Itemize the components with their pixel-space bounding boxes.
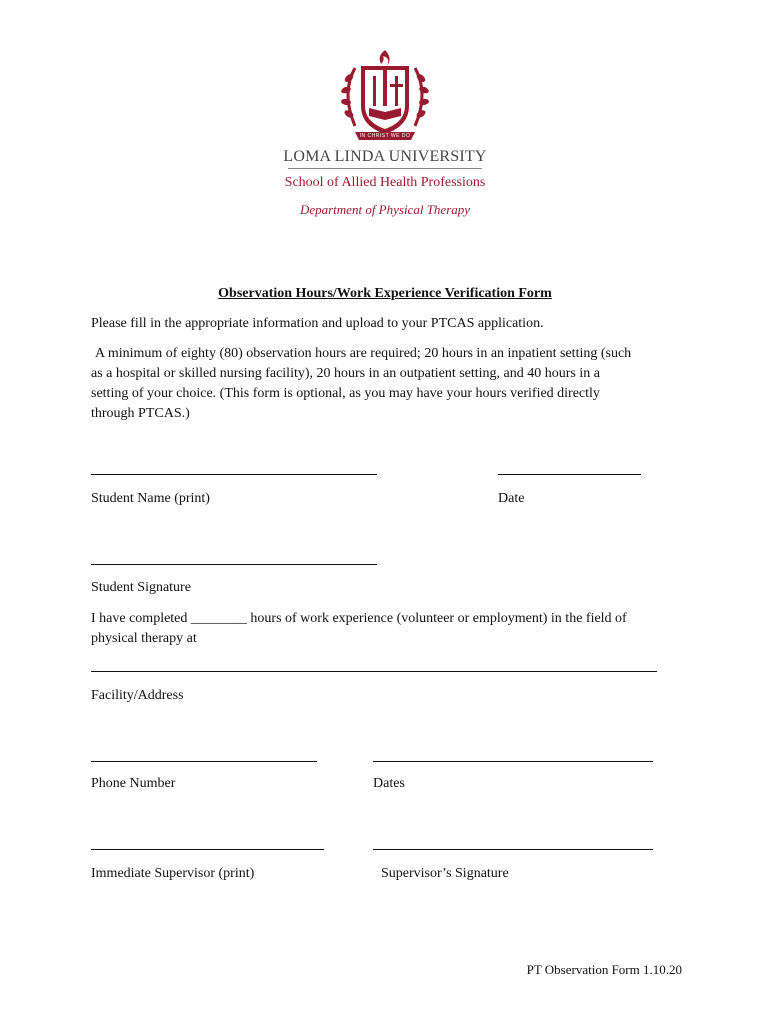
hours-statement (91, 609, 711, 649)
date-field[interactable] (498, 474, 641, 475)
supervisor-label: Immediate Supervisor (print) (91, 866, 255, 881)
form-title: Observation Hours/Work Experience Verification Form (218, 286, 552, 301)
requirement-line: A minimum of eighty (80) observation hours are required; 20 hours in an inpatient setting (such (95, 346, 632, 361)
requirement-paragraph (91, 344, 691, 424)
form-version: PT Observation Form 1.10.20 (526, 962, 682, 977)
banner-text: IN CHRIST WE DO (359, 133, 411, 139)
facility-field[interactable] (91, 671, 657, 672)
phone-label: Phone Number (91, 776, 176, 791)
supervisor-name-field[interactable] (91, 849, 324, 850)
requirement-line: setting of your choice. (This form is optional, as you may have your hours verified directly (91, 386, 600, 401)
divider (288, 168, 482, 169)
hours-statement-line: physical therapy at (91, 631, 197, 646)
student-name-field[interactable] (91, 474, 377, 475)
requirement-line: through PTCAS.) (91, 406, 190, 421)
department-name: Department of Physical Therapy (299, 202, 471, 217)
school-name: School of Allied Health Professions (284, 175, 486, 190)
facility-label: Facility/Address (91, 688, 184, 703)
supervisor-signature-label: Supervisor’s Signature (381, 866, 509, 881)
student-name-label: Student Name (print) (91, 491, 210, 506)
instructions: Please fill in the appropriate information and upload to your PTCAS application. (91, 316, 544, 331)
phone-field[interactable] (91, 761, 317, 762)
student-signature-field[interactable] (91, 564, 377, 565)
university-name: LOMA LINDA UNIVERSITY (283, 148, 487, 165)
supervisor-signature-field[interactable] (373, 849, 653, 850)
hours-statement-line: I have completed ________ hours of work experience (volunteer or employment) in the field of (91, 611, 627, 626)
date-label: Date (498, 491, 525, 506)
university-logo (280, 48, 490, 228)
student-signature-label: Student Signature (91, 580, 191, 595)
requirement-line: as a hospital or skilled nursing facility), 20 hours in an outpatient setting, and 40 hours in a (91, 366, 600, 381)
crest-icon (335, 48, 435, 144)
dates-label: Dates (373, 776, 405, 791)
dates-field[interactable] (373, 761, 653, 762)
